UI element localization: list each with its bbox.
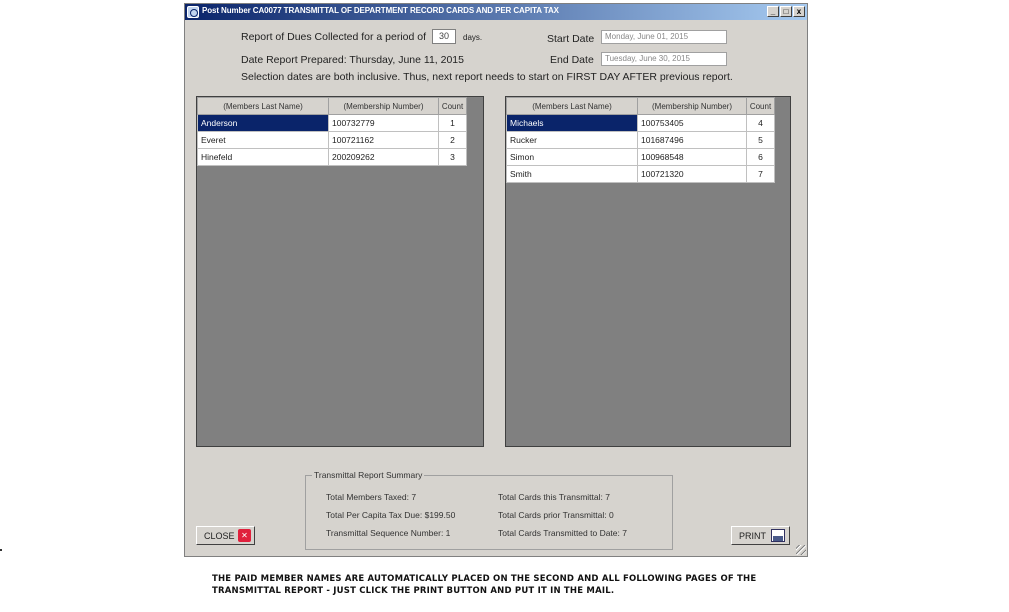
table-row[interactable]: [507, 166, 775, 183]
member-number[interactable]: 100732779: [329, 115, 439, 132]
member-name[interactable]: Simon: [507, 149, 638, 166]
table-row[interactable]: [507, 132, 775, 149]
member-name[interactable]: Michaels: [507, 115, 638, 132]
window-title: Post Number CA0077 TRANSMITTAL OF DEPARTMENT RECORD CARDS AND PER CAPITA TAX: [202, 6, 559, 15]
close-icon: ✕: [238, 529, 251, 542]
member-number[interactable]: 200209262: [329, 149, 439, 166]
window-close-button[interactable]: x: [793, 6, 805, 17]
member-name[interactable]: Anderson: [198, 115, 329, 132]
left-member-list[interactable]: [196, 96, 484, 447]
report-period-label: Report of Dues Collected for a period of: [241, 31, 427, 43]
print-button-label: PRINT: [739, 531, 766, 541]
member-number[interactable]: 100968548: [638, 149, 747, 166]
total-cards-this-transmittal: Total Cards this Transmittal: 7: [498, 492, 610, 502]
member-count[interactable]: 6: [747, 149, 775, 166]
summary-legend: Transmittal Report Summary: [314, 470, 423, 480]
start-date-label: Start Date: [547, 33, 595, 45]
app-icon: [187, 6, 199, 18]
close-button-label: CLOSE: [204, 531, 235, 541]
member-number[interactable]: 100721162: [329, 132, 439, 149]
table-row[interactable]: [198, 132, 467, 149]
minimize-button[interactable]: _: [767, 6, 779, 17]
member-count[interactable]: 3: [439, 149, 467, 166]
left-member-table: [197, 97, 467, 166]
column-header-count[interactable]: Count: [439, 98, 467, 115]
column-header-membership-number[interactable]: (Membership Number): [638, 98, 747, 115]
column-header-membership-number[interactable]: (Membership Number): [329, 98, 439, 115]
member-count[interactable]: 5: [747, 132, 775, 149]
table-row[interactable]: [198, 149, 467, 166]
member-name[interactable]: Everet: [198, 132, 329, 149]
end-date-label: End Date: [550, 54, 594, 66]
days-input[interactable]: 30: [432, 29, 456, 44]
total-per-capita-tax: Total Per Capita Tax Due: $199.50: [326, 510, 456, 520]
caption-line-1: THE PAID MEMBER NAMES ARE AUTOMATICALLY PLACED ON THE SECOND AND ALL FOLLOWING PAGES OF THE: [212, 574, 757, 584]
member-number[interactable]: 100753405: [638, 115, 747, 132]
member-number[interactable]: 100721320: [638, 166, 747, 183]
column-header-last-name[interactable]: (Members Last Name): [507, 98, 638, 115]
right-member-table: [506, 97, 775, 183]
table-row[interactable]: [198, 115, 467, 132]
maximize-button[interactable]: □: [780, 6, 792, 17]
member-count[interactable]: 7: [747, 166, 775, 183]
member-name[interactable]: Rucker: [507, 132, 638, 149]
total-members-taxed: Total Members Taxed: 7: [326, 492, 417, 502]
days-unit: days.: [463, 33, 483, 42]
print-button[interactable]: [731, 526, 790, 545]
title-bar[interactable]: [185, 4, 807, 20]
end-date-field[interactable]: Tuesday, June 30, 2015: [601, 52, 727, 66]
column-header-last-name[interactable]: (Members Last Name): [198, 98, 329, 115]
table-row[interactable]: [507, 115, 775, 132]
caption-line-2: TRANSMITTAL REPORT - JUST CLICK THE PRINT BUTTON AND PUT IT IN THE MAIL.: [212, 586, 615, 596]
total-cards-prior-transmittal: Total Cards prior Transmittal: 0: [498, 510, 614, 520]
member-count[interactable]: 4: [747, 115, 775, 132]
member-count[interactable]: 1: [439, 115, 467, 132]
total-cards-to-date: Total Cards Transmitted to Date: 7: [498, 528, 627, 538]
transmittal-sequence-number: Transmittal Sequence Number: 1: [326, 528, 451, 538]
start-date-field[interactable]: Monday, June 01, 2015: [601, 30, 727, 44]
member-count[interactable]: 2: [439, 132, 467, 149]
edge-mark: [0, 549, 2, 551]
transmittal-summary: [305, 470, 673, 550]
member-number[interactable]: 101687496: [638, 132, 747, 149]
column-header-count[interactable]: Count: [747, 98, 775, 115]
resize-grip[interactable]: [796, 545, 806, 555]
transmittal-window: [184, 3, 808, 557]
right-member-list[interactable]: [505, 96, 791, 447]
printer-icon: [771, 529, 785, 542]
close-button[interactable]: [196, 526, 255, 545]
member-name[interactable]: Smith: [507, 166, 638, 183]
member-name[interactable]: Hinefeld: [198, 149, 329, 166]
date-prepared: Date Report Prepared: Thursday, June 11, 2015: [241, 54, 464, 66]
table-row[interactable]: [507, 149, 775, 166]
selection-note: Selection dates are both inclusive. Thus, next report needs to start on FIRST DAY AFTER previous report.: [241, 71, 733, 83]
